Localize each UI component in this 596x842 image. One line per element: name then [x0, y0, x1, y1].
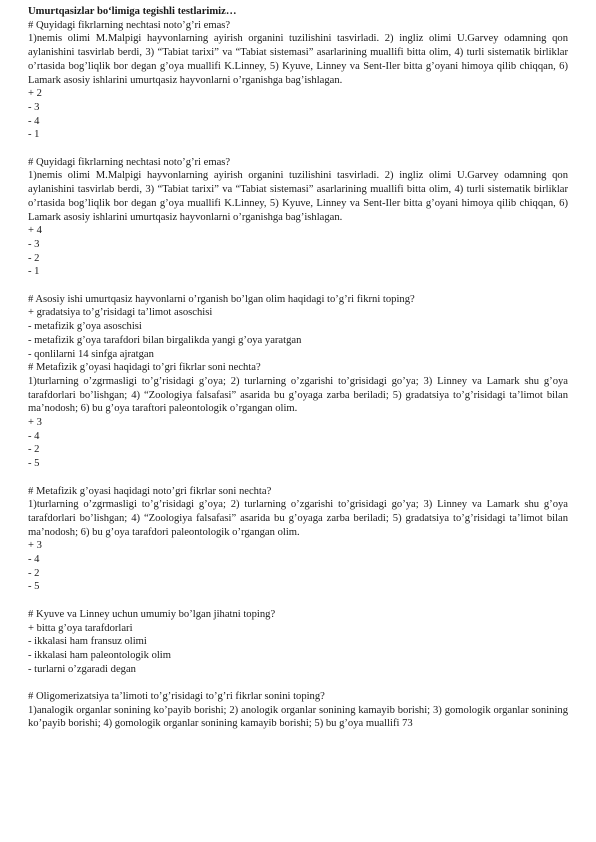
question-text: 1)analogik organlar sonining ko’payib borishi; 2) anologik organlar sonining kamayib borishi; 3) gomologik organlar sonining ko’payib borishi; 4) gomologik organlar sonining kamayib borishi; 5) bu g’oya muallifi 73	[28, 704, 568, 730]
answer-option: + gradatsiya to’g’risidagi ta’limot asoschisi	[28, 307, 213, 319]
test-question-block	[28, 361, 568, 471]
question-line: # Asosiy ishi umurtqasiz hayvonlarni o’rganish bo’lgan olim haqidagi to’g’ri fikrni toping?	[28, 293, 415, 305]
answer-option: - 3	[28, 101, 40, 113]
answer-option: - qonlilarni 14 sinfga ajratgan	[28, 348, 154, 360]
answer-option: - 2	[28, 444, 40, 456]
answer-option: - 2	[28, 567, 40, 579]
answer-option: + bitta g’oya tarafdorlari	[28, 622, 133, 634]
test-question-block	[28, 608, 568, 677]
document-page	[28, 5, 568, 731]
question-line: # Metafizik g’oyasi haqidagi to’gri fikrlar soni nechta?	[28, 362, 261, 374]
answer-option: - 3	[28, 238, 40, 250]
answer-option: + 3	[28, 540, 42, 552]
question-text: 1)nemis olimi M.Malpigi hayvonlarning ayirish organini tuzilishini tasvirladi. 2) ingliz olimi U.Garvey odamning qon aylanishini tasvirlab berdi, 3) “Tabiat tarixi” va “Tabiat sistemasi” asarlarining muallifi bitta olim, 4) turli sistematik birliklar o’rtasida bog’liqlik bor degan g’oya muallifi K.Linney, 5) Kyuve, Linney va Sent-Iler bitta g’oyani himoya qilib chiqqan, 6) Lamark asosiy ishlarini umurtqasiz hayvonlarni o’rganishga bag’ishlagan.	[28, 170, 568, 223]
document-title: Umurtqasizlar bo‘limiga tegishli testlarimiz…	[28, 6, 237, 17]
answer-option: - 2	[28, 252, 40, 264]
test-question-block	[28, 485, 568, 595]
answer-option: - ikkalasi ham paleontologik olim	[28, 649, 171, 661]
question-line: # Metafizik g’oyasi haqidagi noto’gri fikrlar soni nechta?	[28, 485, 272, 497]
answer-option: - 1	[28, 266, 40, 278]
question-line: # Kyuve va Linney uchun umumiy bo’lgan jihatni toping?	[28, 608, 276, 620]
answer-option: - 1	[28, 129, 40, 141]
test-question-block	[28, 156, 568, 279]
answer-option: - 4	[28, 430, 40, 442]
test-question-block	[28, 19, 568, 142]
question-line: # Oligomerizatsiya ta’limoti to’g’risidagi to’g’ri fikrlar sonini toping?	[28, 691, 325, 703]
answer-option: - 4	[28, 115, 40, 127]
answer-option: - 5	[28, 458, 40, 470]
answer-option: - metafizik g’oya tarafdori bilan birgalikda yangi g’oya yaratgan	[28, 334, 302, 346]
answer-option: - 4	[28, 554, 40, 566]
answer-option: - ikkalasi ham fransuz olimi	[28, 636, 147, 648]
answer-option: - turlarni o’zgaradi degan	[28, 663, 136, 675]
question-text: 1)nemis olimi M.Malpigi hayvonlarning ayirish organini tuzilishini tasvirladi. 2) ingliz olimi U.Garvey odamning qon aylanishini tasvirlab berdi, 3) “Tabiat tarixi” va “Tabiat sistemasi” asarlarining muallifi bitta olim, 4) turli sistematik birliklar o’rtasida bog’liqlik bor degan g’oya muallifi K.Linney, 5) Kyuve, Linney va Sent-Iler bitta g’oyani himoya qilib chiqqan, 6) Lamark asosiy ishlarini umurtqasiz hayvonlarni o’rganishga bag’ishlagan.	[28, 33, 568, 86]
question-line: # Quyidagi fikrlarning nechtasi noto’g’ri emas?	[28, 156, 231, 168]
question-text: 1)turlarning o’zgrmasligi to’g’risidagi g’oya; 2) turlarning o’zgarishi to’grisidagi go’ya; 3) Linney va Lamark shu g’oya tarafdorlari bo’lishgan; 4) “Zoologiya falsafasi” asarida bu g’oyaga zarba beriladi; 5) gradatsiya to’g’risidagi ta’limot bilan ma’nodosh; 6) bu g’oya taraftori paleontologik o’rgangan olim.	[28, 375, 568, 415]
test-question-block	[28, 293, 568, 362]
answer-option: - metafizik g’oya asoschisi	[28, 321, 142, 333]
answer-option: + 2	[28, 88, 42, 100]
answer-option: - 5	[28, 581, 40, 593]
answer-option: + 3	[28, 417, 42, 429]
answer-option: + 4	[28, 225, 42, 237]
question-line: # Quyidagi fikrlarning nechtasi noto’g’ri emas?	[28, 19, 231, 31]
test-question-block	[28, 690, 568, 731]
question-text: 1)turlarning o’zgrmasligi to’g’risidagi g’oya; 2) turlarning o’zgarishi to’grisidagi go’ya; 3) Linney va Lamark shu g’oya tarafdorlari bo’lishgan; 4) “Zoologiya falsafasi” asarida bu g’oyaga zarba beriladi; 5) gradatsiya to’g’risidagi ta’limot bilan ma’nodosh; 6) bu g’oya tarafdori paleontologik o’rgangan olim.	[28, 499, 568, 538]
